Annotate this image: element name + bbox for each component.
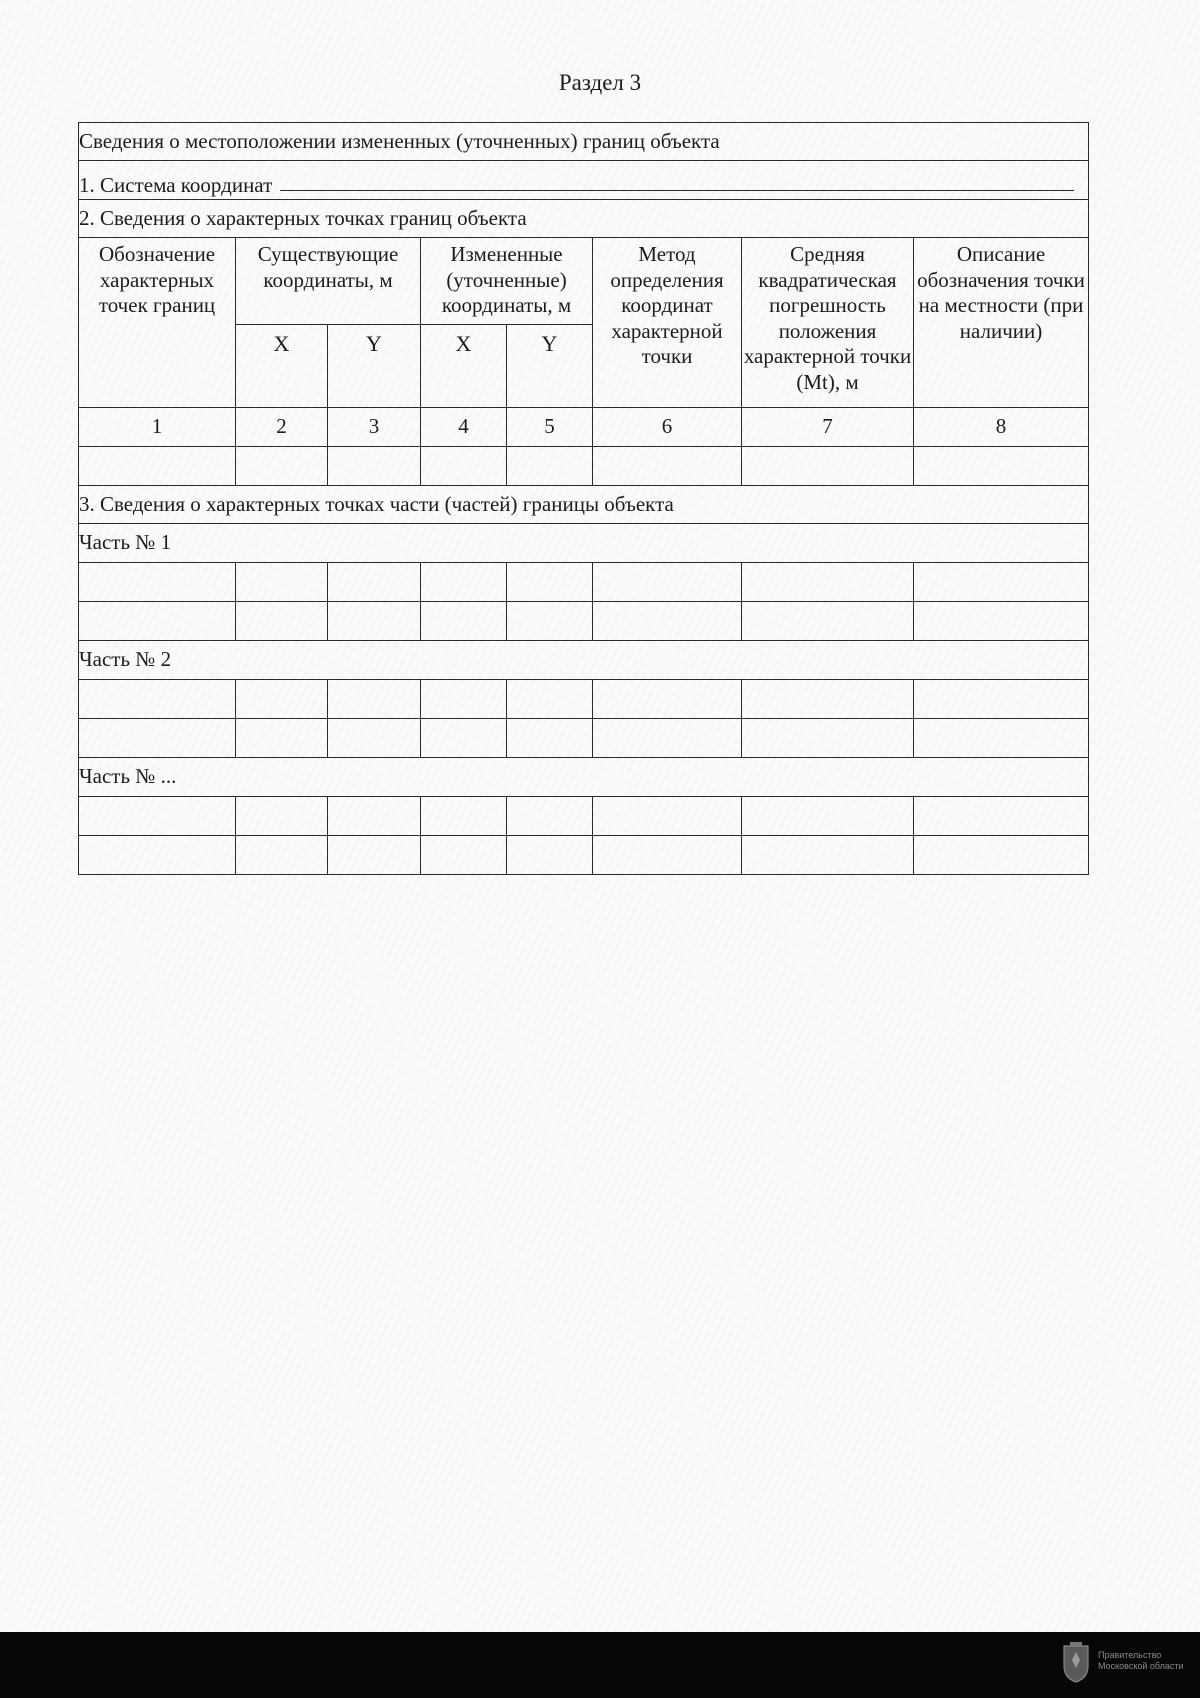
table-cell[interactable] bbox=[593, 719, 742, 758]
points-title: 2. Сведения о характерных точках границ объекта bbox=[79, 200, 1089, 238]
coord-system-field[interactable] bbox=[280, 189, 1074, 191]
table-cell[interactable] bbox=[914, 680, 1089, 719]
header-existing-coords: Существующие координаты, м bbox=[236, 238, 421, 325]
table-cell[interactable] bbox=[421, 447, 507, 486]
table-cell[interactable] bbox=[914, 719, 1089, 758]
table-cell[interactable] bbox=[914, 563, 1089, 602]
table-cell[interactable] bbox=[742, 602, 914, 641]
table-cell[interactable] bbox=[421, 719, 507, 758]
table-row bbox=[79, 836, 1089, 875]
parts-title: 3. Сведения о характерных точках части (частей) границы объекта bbox=[79, 486, 1089, 524]
table-title: Сведения о местоположении измененных (уточненных) границ объекта bbox=[79, 123, 1089, 161]
boundary-points-table bbox=[78, 122, 1089, 875]
table-cell[interactable] bbox=[742, 563, 914, 602]
column-number-row bbox=[79, 408, 1089, 447]
table-cell[interactable] bbox=[421, 836, 507, 875]
table-cell[interactable] bbox=[507, 797, 593, 836]
table-cell[interactable] bbox=[421, 602, 507, 641]
table-cell[interactable] bbox=[79, 447, 236, 486]
points-title-row bbox=[79, 200, 1089, 238]
section-title: Раздел 3 bbox=[558, 70, 642, 95]
footer-line: Московской области bbox=[1098, 1661, 1184, 1672]
table-cell[interactable] bbox=[79, 719, 236, 758]
header-description: Описание обозначения точки на местности (при наличии) bbox=[914, 238, 1089, 408]
table-cell[interactable] bbox=[421, 797, 507, 836]
coord-system-label: 1. Система координат bbox=[79, 173, 273, 198]
table-cell[interactable] bbox=[421, 680, 507, 719]
table-cell[interactable] bbox=[742, 680, 914, 719]
table-cell[interactable] bbox=[79, 797, 236, 836]
table-cell[interactable] bbox=[328, 680, 421, 719]
table-cell[interactable] bbox=[236, 797, 328, 836]
table-cell[interactable] bbox=[236, 719, 328, 758]
coat-of-arms-icon bbox=[1060, 1642, 1092, 1684]
subheader-y-changed: Y bbox=[507, 325, 593, 408]
column-number: 1 bbox=[79, 408, 236, 447]
table-title-row bbox=[79, 123, 1089, 161]
table-cell[interactable] bbox=[742, 836, 914, 875]
table-row bbox=[79, 563, 1089, 602]
column-number: 3 bbox=[328, 408, 421, 447]
table-cell[interactable] bbox=[236, 602, 328, 641]
table-cell[interactable] bbox=[507, 602, 593, 641]
table-row bbox=[79, 447, 1089, 486]
header-changed-coords: Измененные (уточненные) координаты, м bbox=[421, 238, 593, 325]
table-cell[interactable] bbox=[328, 836, 421, 875]
table-cell[interactable] bbox=[328, 602, 421, 641]
column-number: 8 bbox=[914, 408, 1089, 447]
table-cell[interactable] bbox=[742, 719, 914, 758]
table-cell[interactable] bbox=[79, 563, 236, 602]
table-cell[interactable] bbox=[79, 602, 236, 641]
table-row bbox=[79, 680, 1089, 719]
table-cell[interactable] bbox=[79, 680, 236, 719]
subheader-x-changed: X bbox=[421, 325, 507, 408]
parts-title-row bbox=[79, 486, 1089, 524]
coord-system-row bbox=[79, 161, 1089, 200]
table-cell[interactable] bbox=[328, 447, 421, 486]
table-cell[interactable] bbox=[328, 719, 421, 758]
table-cell[interactable] bbox=[593, 680, 742, 719]
table-row bbox=[79, 602, 1089, 641]
table-cell[interactable] bbox=[236, 680, 328, 719]
part-label: Часть № 1 bbox=[79, 524, 1089, 563]
table-cell[interactable] bbox=[914, 797, 1089, 836]
table-cell[interactable] bbox=[593, 447, 742, 486]
table-cell[interactable] bbox=[328, 797, 421, 836]
part-row bbox=[79, 758, 1089, 797]
footer-line: Правительство bbox=[1098, 1650, 1162, 1660]
part-row bbox=[79, 524, 1089, 563]
header-method: Метод определения координат характерной точки bbox=[593, 238, 742, 408]
table-cell[interactable] bbox=[421, 563, 507, 602]
table-cell[interactable] bbox=[593, 563, 742, 602]
subheader-x-existing: X bbox=[236, 325, 328, 408]
header-row bbox=[79, 238, 1089, 325]
table-cell[interactable] bbox=[507, 719, 593, 758]
table-cell[interactable] bbox=[507, 680, 593, 719]
column-number: 2 bbox=[236, 408, 328, 447]
column-number: 4 bbox=[421, 408, 507, 447]
header-point-designation: Обозначение характерных точек границ bbox=[79, 238, 236, 408]
table-cell[interactable] bbox=[328, 563, 421, 602]
column-number: 6 bbox=[593, 408, 742, 447]
part-label: Часть № ... bbox=[79, 758, 1089, 797]
table-cell[interactable] bbox=[914, 602, 1089, 641]
table-cell[interactable] bbox=[593, 602, 742, 641]
footer-bar bbox=[0, 1632, 1200, 1698]
subheader-y-existing: Y bbox=[328, 325, 421, 408]
table-cell[interactable] bbox=[914, 836, 1089, 875]
table-cell[interactable] bbox=[593, 797, 742, 836]
table-cell[interactable] bbox=[742, 797, 914, 836]
table-cell[interactable] bbox=[593, 836, 742, 875]
table-cell[interactable] bbox=[236, 563, 328, 602]
table-cell[interactable] bbox=[507, 836, 593, 875]
part-row bbox=[79, 641, 1089, 680]
table-row bbox=[79, 719, 1089, 758]
table-cell[interactable] bbox=[236, 836, 328, 875]
column-number: 7 bbox=[742, 408, 914, 447]
table-cell[interactable] bbox=[236, 447, 328, 486]
table-cell[interactable] bbox=[79, 836, 236, 875]
table-cell[interactable] bbox=[914, 447, 1089, 486]
table-cell[interactable] bbox=[507, 563, 593, 602]
header-mean-error: Средняя квадратическая погрешность положения характерной точки (Mt), м bbox=[742, 238, 914, 408]
footer-caption bbox=[1098, 1650, 1184, 1673]
table-row bbox=[79, 797, 1089, 836]
part-label: Часть № 2 bbox=[79, 641, 1089, 680]
table-cell[interactable] bbox=[742, 447, 914, 486]
column-number: 5 bbox=[507, 408, 593, 447]
table-cell[interactable] bbox=[507, 447, 593, 486]
